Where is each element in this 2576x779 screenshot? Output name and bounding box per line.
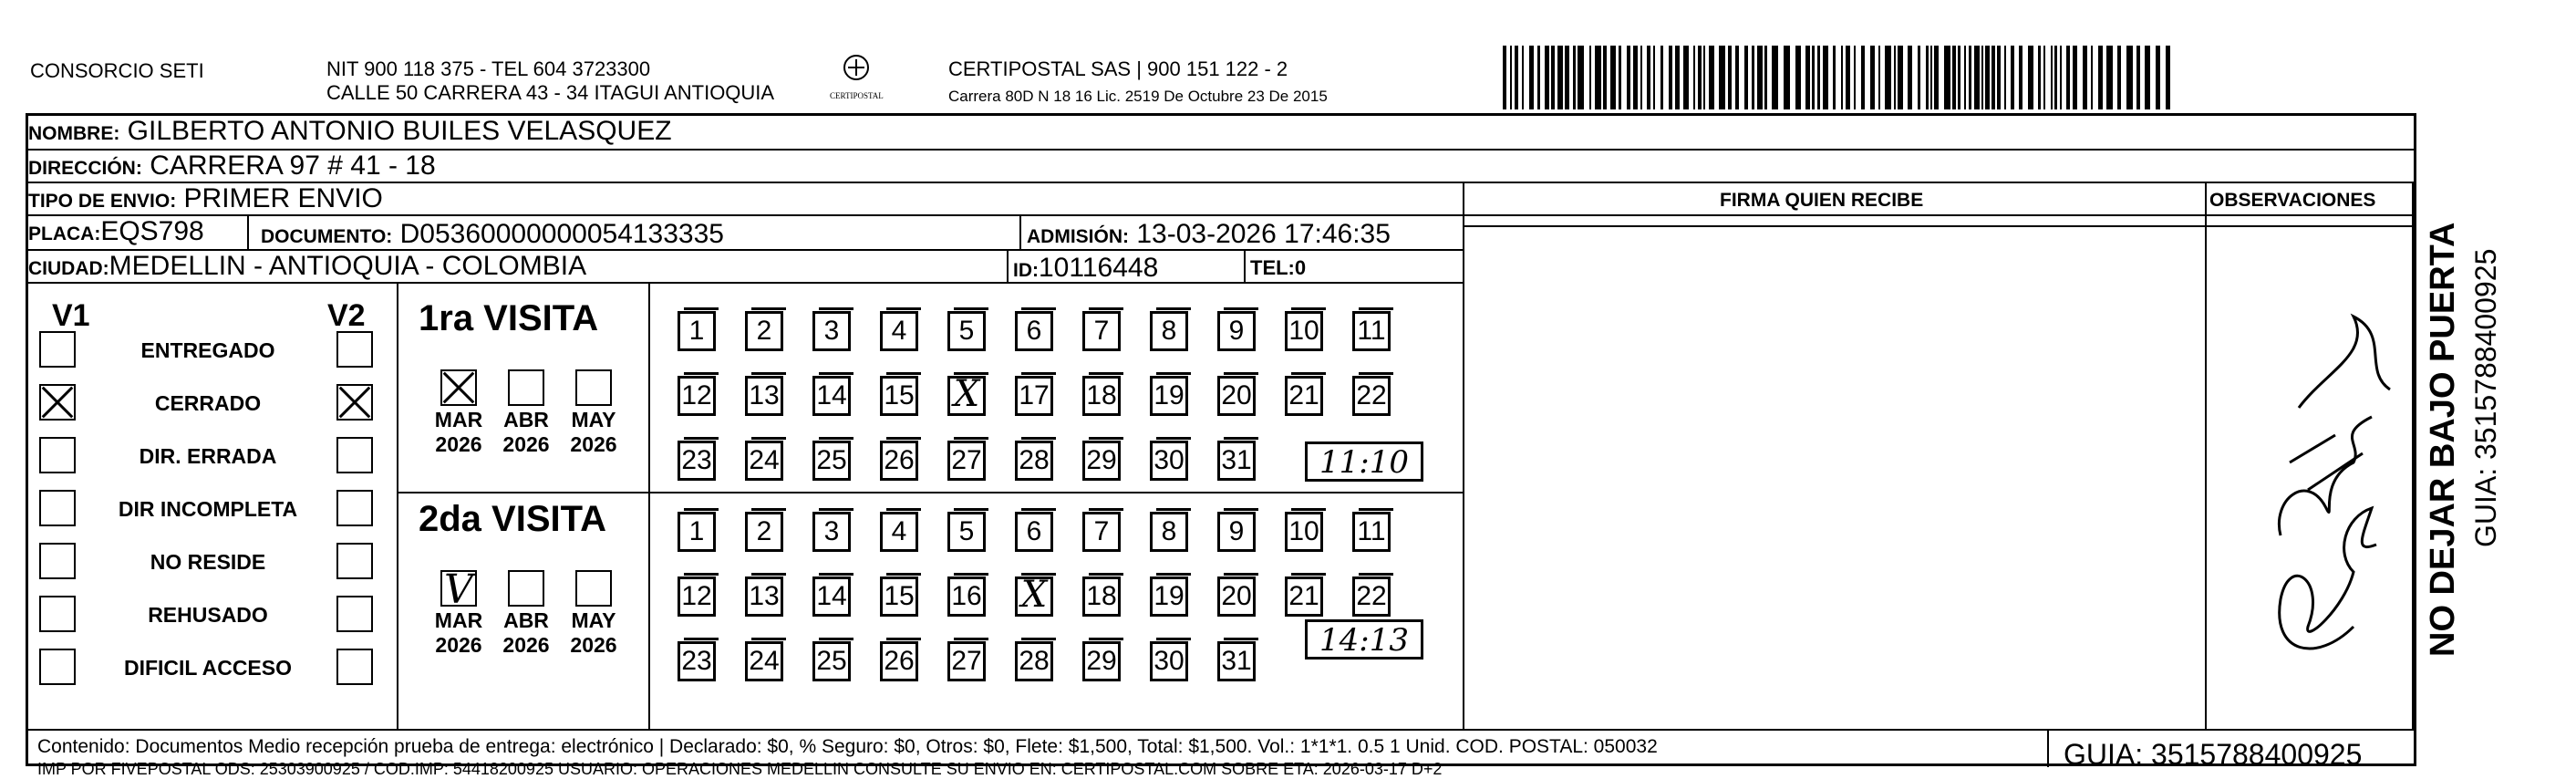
first-visit-day-1[interactable]: 1 bbox=[678, 311, 716, 351]
second-visit-day-30[interactable]: 30 bbox=[1150, 641, 1188, 681]
status-option-label: CERRADO bbox=[154, 391, 262, 415]
first-visit-day-16[interactable] bbox=[947, 376, 986, 416]
barcode-bar bbox=[1619, 46, 1621, 109]
barcode-bar bbox=[1698, 46, 1702, 109]
barcode-bar bbox=[1669, 46, 1672, 109]
status-option-label: NO RESIDE bbox=[150, 550, 266, 574]
barcode-bar bbox=[1573, 46, 1576, 109]
admision-label: ADMISIÓN: bbox=[1027, 226, 1129, 247]
barcode-bar bbox=[1812, 46, 1815, 109]
barcode-bar bbox=[1752, 46, 1754, 109]
first-visit-day-8[interactable]: 8 bbox=[1150, 311, 1188, 351]
barcode-bar bbox=[1675, 46, 1680, 109]
barcode-bar bbox=[1709, 46, 1714, 109]
v1-checkbox-rehusado[interactable] bbox=[39, 596, 76, 632]
side-guia: GUIA: 3515788400925 bbox=[2469, 248, 2502, 547]
second-visit-month-abr[interactable] bbox=[508, 570, 544, 607]
barcode-bar bbox=[1894, 46, 1896, 109]
first-visit-day-23[interactable]: 23 bbox=[678, 441, 716, 481]
barcode-bar bbox=[1784, 46, 1790, 109]
v1-checkbox-no-reside[interactable] bbox=[39, 543, 76, 579]
barcode-bar bbox=[1633, 46, 1638, 109]
second-visit-day-1[interactable]: 1 bbox=[678, 512, 716, 552]
barcode-bar bbox=[1878, 46, 1880, 109]
barcode-bar bbox=[1885, 46, 1891, 109]
barcode-bar bbox=[1861, 46, 1865, 109]
nombre-row bbox=[28, 116, 2414, 151]
barcode-bar bbox=[1997, 46, 2001, 109]
barcode-bar bbox=[2073, 46, 2077, 109]
barcode-bar bbox=[1757, 46, 1763, 109]
first-visit-title: 1ra VISITA bbox=[419, 298, 599, 338]
second-visit-day-24[interactable]: 24 bbox=[745, 641, 783, 681]
second-visit-day-8[interactable]: 8 bbox=[1150, 512, 1188, 552]
first-visit-day-15[interactable]: 15 bbox=[880, 376, 918, 416]
second-visit-day-11[interactable]: 11 bbox=[1352, 512, 1391, 552]
id-cell bbox=[1013, 253, 1158, 284]
barcode-bar bbox=[1958, 46, 1960, 109]
v2-checkbox-cerrado[interactable] bbox=[336, 384, 373, 421]
second-visit-day-9[interactable]: 9 bbox=[1217, 512, 1256, 552]
second-visit-day-15[interactable]: 15 bbox=[880, 576, 918, 617]
second-visit-day-23[interactable]: 23 bbox=[678, 641, 716, 681]
footer-content-line: Contenido: Documentos Medio recepción prueba de entrega: electrónico | Declarado: $0, % Seguro: $0, Otros: $0, Flete: $1,500, Total: $1,500. Vol.: 1*1*1. 0.5 1 Unid. COD. POSTAL: 050032 bbox=[37, 736, 1658, 757]
barcode-bar bbox=[1551, 46, 1555, 109]
admision-value: 13-03-2026 17:46:35 bbox=[1136, 219, 1391, 249]
barcode-bar bbox=[1683, 46, 1689, 109]
barcode-bar bbox=[1846, 46, 1850, 109]
barcode-bar bbox=[2038, 46, 2041, 109]
ciudad-label: CIUDAD: bbox=[28, 258, 109, 279]
first-visit-day-9[interactable]: 9 bbox=[1217, 311, 1256, 351]
tel-value: 0 bbox=[1294, 256, 1307, 279]
barcode-bar bbox=[2043, 46, 2045, 109]
barcode-bar bbox=[1557, 46, 1563, 109]
footer-imp-line: IMP POR FIVEPOSTAL ODS: 25303900925 / COD.IMP: 54418200925 USUARIO: OPERACIONES MEDELLIN CONSULTE SU ENVIO EN: CERTIPOSTAL.COM SOBRE ETA: 2026-03-17 D+2 bbox=[37, 760, 1443, 778]
placa-value: EQS798 bbox=[100, 216, 204, 246]
month-label: ABR 2026 bbox=[502, 408, 550, 456]
second-visit-day-6[interactable]: 6 bbox=[1015, 512, 1053, 552]
v2-checkbox-entregado[interactable] bbox=[336, 331, 373, 368]
admision-cell bbox=[1027, 219, 1391, 250]
barcode-bar bbox=[1653, 46, 1655, 109]
v2-checkbox-no-reside[interactable] bbox=[336, 543, 373, 579]
second-visit-day-4[interactable]: 4 bbox=[880, 512, 918, 552]
v1-checkbox-entregado[interactable] bbox=[39, 331, 76, 368]
second-visit-day-3[interactable]: 3 bbox=[812, 512, 851, 552]
barcode-bar bbox=[1841, 46, 1843, 109]
direccion-label: DIRECCIÓN: bbox=[28, 158, 142, 179]
first-visit-day-6[interactable]: 6 bbox=[1015, 311, 1053, 351]
barcode-bar bbox=[1833, 46, 1836, 109]
second-visit-day-17[interactable] bbox=[1015, 576, 1053, 617]
second-visit-day-18[interactable]: 18 bbox=[1082, 576, 1121, 617]
v1-checkbox-dificil-acceso[interactable] bbox=[39, 649, 76, 685]
barcode-bar bbox=[2060, 46, 2062, 109]
barcode-bar bbox=[1991, 46, 1995, 109]
first-visit-month-may[interactable] bbox=[575, 369, 612, 406]
v1-checkbox-dir-incompleta[interactable] bbox=[39, 490, 76, 526]
second-visit-day-14[interactable]: 14 bbox=[812, 576, 851, 617]
ciudad-value: MEDELLIN - ANTIOQUIA - COLOMBIA bbox=[109, 251, 587, 281]
first-visit-day-22[interactable]: 22 bbox=[1352, 376, 1391, 416]
first-visit-day-5[interactable]: 5 bbox=[947, 311, 986, 351]
status-option-label: ENTREGADO bbox=[140, 338, 275, 362]
barcode-bar bbox=[1805, 46, 1810, 109]
month-label: MAR 2026 bbox=[434, 608, 483, 657]
direccion-value: CARRERA 97 # 41 - 18 bbox=[150, 151, 436, 181]
first-visit-day-24[interactable]: 24 bbox=[745, 441, 783, 481]
v2-checkbox-rehusado[interactable] bbox=[336, 596, 373, 632]
placa-label: PLACA: bbox=[28, 223, 101, 244]
barcode-bar bbox=[1952, 46, 1956, 109]
month-label: MAY 2026 bbox=[570, 408, 617, 456]
direccion-row bbox=[28, 151, 2414, 183]
barcode-bar bbox=[2019, 46, 2023, 109]
v1-checkbox-dir-errada[interactable] bbox=[39, 437, 76, 473]
second-visit-day-31[interactable]: 31 bbox=[1217, 641, 1256, 681]
first-visit-day-4[interactable]: 4 bbox=[880, 311, 918, 351]
barcode-bar bbox=[1589, 46, 1591, 109]
status-option-label: DIR INCOMPLETA bbox=[118, 497, 298, 521]
first-visit-day-17[interactable]: 17 bbox=[1015, 376, 1053, 416]
barcode-bar bbox=[2117, 46, 2121, 109]
barcode-bar bbox=[2066, 46, 2070, 109]
barcode-bar bbox=[1772, 46, 1778, 109]
barcode-bar bbox=[1640, 46, 1642, 109]
second-visit-month-mar[interactable] bbox=[440, 570, 477, 607]
barcode-bar bbox=[2098, 46, 2103, 109]
documento-value: D05360000000054133335 bbox=[399, 219, 724, 249]
second-visit-day-27[interactable]: 27 bbox=[947, 641, 986, 681]
barcode-bar bbox=[1908, 46, 1912, 109]
tipo-label: TIPO DE ENVIO: bbox=[28, 191, 177, 212]
barcode-bar bbox=[2011, 46, 2014, 109]
company-name: CONSORCIO SETI bbox=[30, 59, 204, 82]
barcode-bar bbox=[1703, 46, 1705, 109]
barcode-bar bbox=[1934, 46, 1939, 109]
first-visit-month-mar[interactable] bbox=[440, 369, 477, 406]
firma-header: FIRMA QUIEN RECIBE bbox=[1720, 190, 1924, 211]
no-dejar-bajo-puerta: NO DEJAR BAJO PUERTA bbox=[2424, 222, 2462, 657]
second-visit-day-26[interactable]: 26 bbox=[880, 641, 918, 681]
second-visit-day-19[interactable]: 19 bbox=[1150, 576, 1188, 617]
first-visit-day-3[interactable]: 3 bbox=[812, 311, 851, 351]
id-label: ID: bbox=[1013, 260, 1039, 281]
id-value: 10116448 bbox=[1039, 253, 1159, 283]
footer-guia: GUIA: 3515788400925 bbox=[2064, 738, 2363, 771]
barcode-bar bbox=[2054, 46, 2057, 109]
first-visit-day-27[interactable]: 27 bbox=[947, 441, 986, 481]
barcode-bar bbox=[1503, 46, 1506, 109]
barcode-bar bbox=[2051, 46, 2053, 109]
second-visit-day-25[interactable]: 25 bbox=[812, 641, 851, 681]
first-visit-month-abr[interactable] bbox=[508, 369, 544, 406]
second-visit-day-2[interactable]: 2 bbox=[745, 512, 783, 552]
second-visit-day-29[interactable]: 29 bbox=[1082, 641, 1121, 681]
nit-line: NIT 900 118 375 - TEL 604 3723300 bbox=[326, 57, 651, 80]
barcode-bar bbox=[1944, 46, 1950, 109]
barcode bbox=[1503, 46, 2179, 109]
logo-text: CERTIPOSTAL bbox=[830, 91, 884, 100]
barcode-bar bbox=[1870, 46, 1875, 109]
barcode-bar bbox=[1647, 46, 1650, 109]
barcode-bar bbox=[1854, 46, 1856, 109]
barcode-bar bbox=[1898, 46, 1903, 109]
barcode-bar bbox=[2166, 46, 2170, 109]
v1-label: V1 bbox=[52, 298, 90, 333]
barcode-bar bbox=[1918, 46, 1920, 109]
month-label: ABR 2026 bbox=[502, 608, 550, 657]
v2-label: V2 bbox=[327, 298, 366, 333]
barcode-bar bbox=[1817, 46, 1820, 109]
barcode-bar bbox=[2156, 46, 2160, 109]
barcode-bar bbox=[1764, 46, 1767, 109]
second-visit-title: 2da VISITA bbox=[419, 499, 606, 539]
barcode-bar bbox=[1529, 46, 1534, 109]
v1-checkbox-cerrado[interactable] bbox=[39, 384, 76, 421]
barcode-bar bbox=[1930, 46, 1932, 109]
barcode-bar bbox=[1969, 46, 1971, 109]
certipostal-logo bbox=[837, 53, 875, 91]
second-visit-day-5[interactable]: 5 bbox=[947, 512, 986, 552]
barcode-bar bbox=[2145, 46, 2150, 109]
second-visit-month-may[interactable] bbox=[575, 570, 612, 607]
barcode-bar bbox=[1735, 46, 1739, 109]
first-visit-day-19[interactable]: 19 bbox=[1150, 376, 1188, 416]
barcode-bar bbox=[2126, 46, 2133, 109]
barcode-bar bbox=[1719, 46, 1725, 109]
first-visit-day-20[interactable]: 20 bbox=[1217, 376, 1256, 416]
barcode-bar bbox=[1981, 46, 1983, 109]
first-visit-day-14[interactable]: 14 bbox=[812, 376, 851, 416]
barcode-bar bbox=[1522, 46, 1524, 109]
second-visit-day-7[interactable]: 7 bbox=[1082, 512, 1121, 552]
status-option-label: DIR. ERRADA bbox=[139, 444, 277, 468]
barcode-bar bbox=[1926, 46, 1929, 109]
tipo-row bbox=[28, 183, 2414, 216]
tel-cell bbox=[1250, 256, 1306, 280]
barcode-bar bbox=[1744, 46, 1748, 109]
barcode-bar bbox=[1565, 46, 1569, 109]
barcode-bar bbox=[1964, 46, 1966, 109]
month-label: MAR 2026 bbox=[434, 408, 483, 456]
tel-label: TEL: bbox=[1250, 256, 1295, 279]
second-visit-time: 14:13 bbox=[1305, 619, 1423, 660]
signature bbox=[2217, 280, 2399, 718]
barcode-bar bbox=[2004, 46, 2006, 109]
barcode-bar bbox=[1603, 46, 1607, 109]
first-visit-day-26[interactable]: 26 bbox=[880, 441, 918, 481]
nombre-value: GILBERTO ANTONIO BUILES VELASQUEZ bbox=[127, 116, 672, 146]
second-visit-day-13[interactable]: 13 bbox=[745, 576, 783, 617]
first-visit-day-18[interactable]: 18 bbox=[1082, 376, 1121, 416]
documento-label: DOCUMENTO: bbox=[261, 226, 393, 247]
v2-checkbox-dir-errada[interactable] bbox=[336, 437, 373, 473]
address-line: CALLE 50 CARRERA 43 - 34 ITAGUI ANTIOQUIA bbox=[326, 81, 775, 104]
barcode-bar bbox=[1578, 46, 1584, 109]
barcode-bar bbox=[1974, 46, 1980, 109]
v2-checkbox-dificil-acceso[interactable] bbox=[336, 649, 373, 685]
barcode-bar bbox=[1728, 46, 1732, 109]
barcode-bar bbox=[1795, 46, 1801, 109]
barcode-bar bbox=[1515, 46, 1518, 109]
second-visit-day-12[interactable]: 12 bbox=[678, 576, 716, 617]
barcode-bar bbox=[1823, 46, 1828, 109]
month-label: MAY 2026 bbox=[570, 608, 617, 657]
status-option-label: REHUSADO bbox=[148, 603, 268, 627]
second-visit-day-22[interactable]: 22 bbox=[1352, 576, 1391, 617]
first-visit-day-2[interactable]: 2 bbox=[745, 311, 783, 351]
first-visit-day-29[interactable]: 29 bbox=[1082, 441, 1121, 481]
certipostal-name: CERTIPOSTAL SAS | 900 151 122 - 2 bbox=[948, 57, 1288, 80]
first-visit-day-30[interactable]: 30 bbox=[1150, 441, 1188, 481]
shipping-form bbox=[26, 113, 2416, 778]
v2-checkbox-dir-incompleta[interactable] bbox=[336, 490, 373, 526]
barcode-bar bbox=[1537, 46, 1540, 109]
barcode-bar bbox=[2083, 46, 2087, 109]
first-visit-day-10[interactable]: 10 bbox=[1285, 311, 1323, 351]
tipo-value: PRIMER ENVIO bbox=[183, 183, 383, 213]
barcode-bar bbox=[1693, 46, 1695, 109]
second-visit-day-28[interactable]: 28 bbox=[1015, 641, 1053, 681]
barcode-bar bbox=[2106, 46, 2113, 109]
second-visit-day-21[interactable]: 21 bbox=[1285, 576, 1323, 617]
nombre-label: NOMBRE: bbox=[28, 123, 120, 144]
barcode-bar bbox=[1595, 46, 1601, 109]
first-visit-day-25[interactable]: 25 bbox=[812, 441, 851, 481]
barcode-bar bbox=[1985, 46, 1990, 109]
second-visit-day-20[interactable]: 20 bbox=[1217, 576, 1256, 617]
barcode-bar bbox=[1660, 46, 1663, 109]
ciudad-row bbox=[28, 251, 1464, 284]
first-visit-day-7[interactable]: 7 bbox=[1082, 311, 1121, 351]
first-visit-day-28[interactable]: 28 bbox=[1015, 441, 1053, 481]
barcode-bar bbox=[2028, 46, 2033, 109]
first-visit-day-31[interactable]: 31 bbox=[1217, 441, 1256, 481]
first-visit-day-13[interactable]: 13 bbox=[745, 376, 783, 416]
barcode-bar bbox=[2136, 46, 2140, 109]
barcode-bar bbox=[1610, 46, 1616, 109]
first-visit-time: 11:10 bbox=[1305, 441, 1423, 482]
barcode-bar bbox=[1545, 46, 1549, 109]
second-visit-day-10[interactable]: 10 bbox=[1285, 512, 1323, 552]
barcode-bar bbox=[1627, 46, 1630, 109]
first-visit-day-21[interactable]: 21 bbox=[1285, 376, 1323, 416]
second-visit-day-16[interactable]: 16 bbox=[947, 576, 986, 617]
first-visit-day-12[interactable]: 12 bbox=[678, 376, 716, 416]
observaciones-header: OBSERVACIONES bbox=[2209, 190, 2376, 211]
status-option-label: DIFICIL ACCESO bbox=[123, 656, 292, 680]
certipostal-address: Carrera 80D N 18 16 Lic. 2519 De Octubre 23 De 2015 bbox=[948, 88, 1328, 105]
documento-cell bbox=[261, 219, 724, 250]
first-visit-day-11[interactable]: 11 bbox=[1352, 311, 1391, 351]
barcode-bar bbox=[2091, 46, 2093, 109]
barcode-bar bbox=[1510, 46, 1512, 109]
